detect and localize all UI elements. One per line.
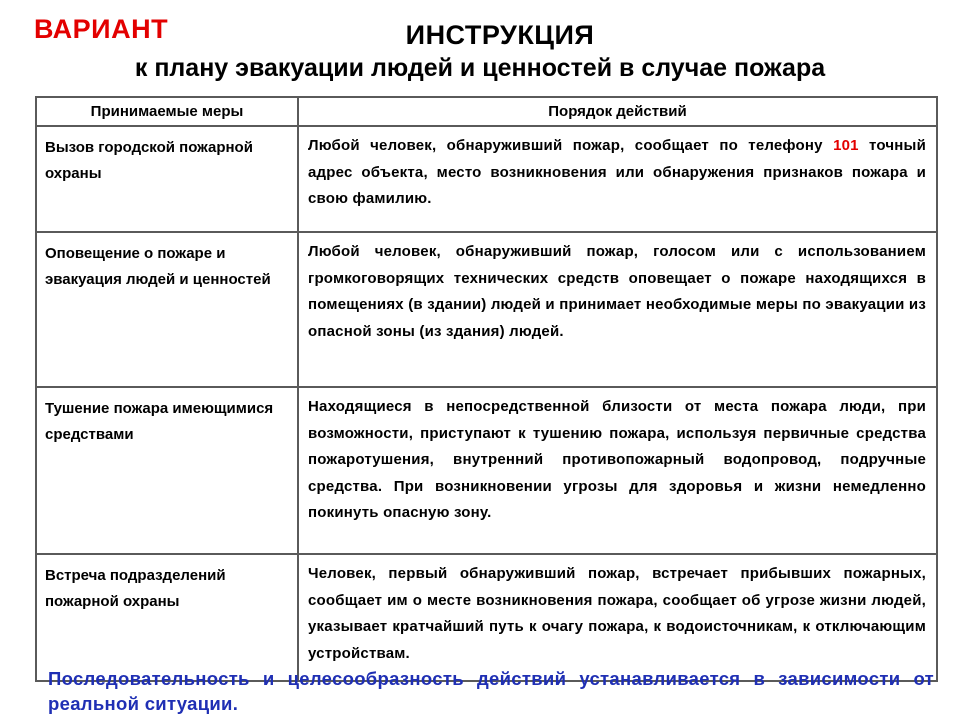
page-subtitle: к плану эвакуации людей и ценностей в случае пожара xyxy=(134,54,826,82)
instruction-table xyxy=(35,96,938,682)
phone-number: 101 xyxy=(833,137,859,154)
measure-cell: Вызов городской пожарной охраны xyxy=(36,126,298,232)
page-title: ИНСТРУКЦИЯ xyxy=(405,20,595,50)
measure-cell: Встреча подразделений пожарной охраны xyxy=(36,554,298,681)
action-cell xyxy=(298,126,937,232)
action-text: Любой человек, обнаруживший пожар, сообщает по телефону xyxy=(308,137,834,154)
variant-label: ВАРИАНТ xyxy=(34,14,169,44)
action-text: точный адрес объекта, место возникновения или обнаружения признаков пожара и свою фамилию. xyxy=(308,137,926,207)
measure-cell: Тушение пожара имеющимися средствами xyxy=(36,387,298,554)
table-row xyxy=(36,126,937,232)
header-actions: Порядок действий xyxy=(298,97,937,126)
footer-note: Последовательность и целесообразность действий устанавливается в зависимости от реальной ситуации. xyxy=(48,668,934,714)
action-cell: Находящиеся в непосредственной близости от места пожара люди, при возможности, приступают к тушению пожара, используя первичные средства пожаротушения, внутренний противопожарный водопровод, подручные средства. При возникновении угрозы для здоровья и жизни немедленно покинуть опасную зону. xyxy=(298,387,937,554)
table-row xyxy=(36,387,937,554)
header-measures: Принимаемые меры xyxy=(36,97,298,126)
action-cell: Человек, первый обнаруживший пожар, встречает прибывших пожарных, сообщает им о месте возникновения пожара, сообщает об угрозе жизни людей, указывает кратчайший путь к очагу пожара, к водоисточникам, к отключающим устройствам. xyxy=(298,554,937,681)
table-header-row xyxy=(36,97,937,126)
measure-cell: Оповещение о пожаре и эвакуация людей и ценностей xyxy=(36,232,298,387)
action-cell: Любой человек, обнаруживший пожар, голосом или с использованием громкоговорящих технических средств оповещает о пожаре находящихся в помещениях (в здании) людей и принимает необходимые меры по эвакуации из опасной зоны (из здания) людей. xyxy=(298,232,937,387)
table-row xyxy=(36,554,937,681)
table-row xyxy=(36,232,937,387)
